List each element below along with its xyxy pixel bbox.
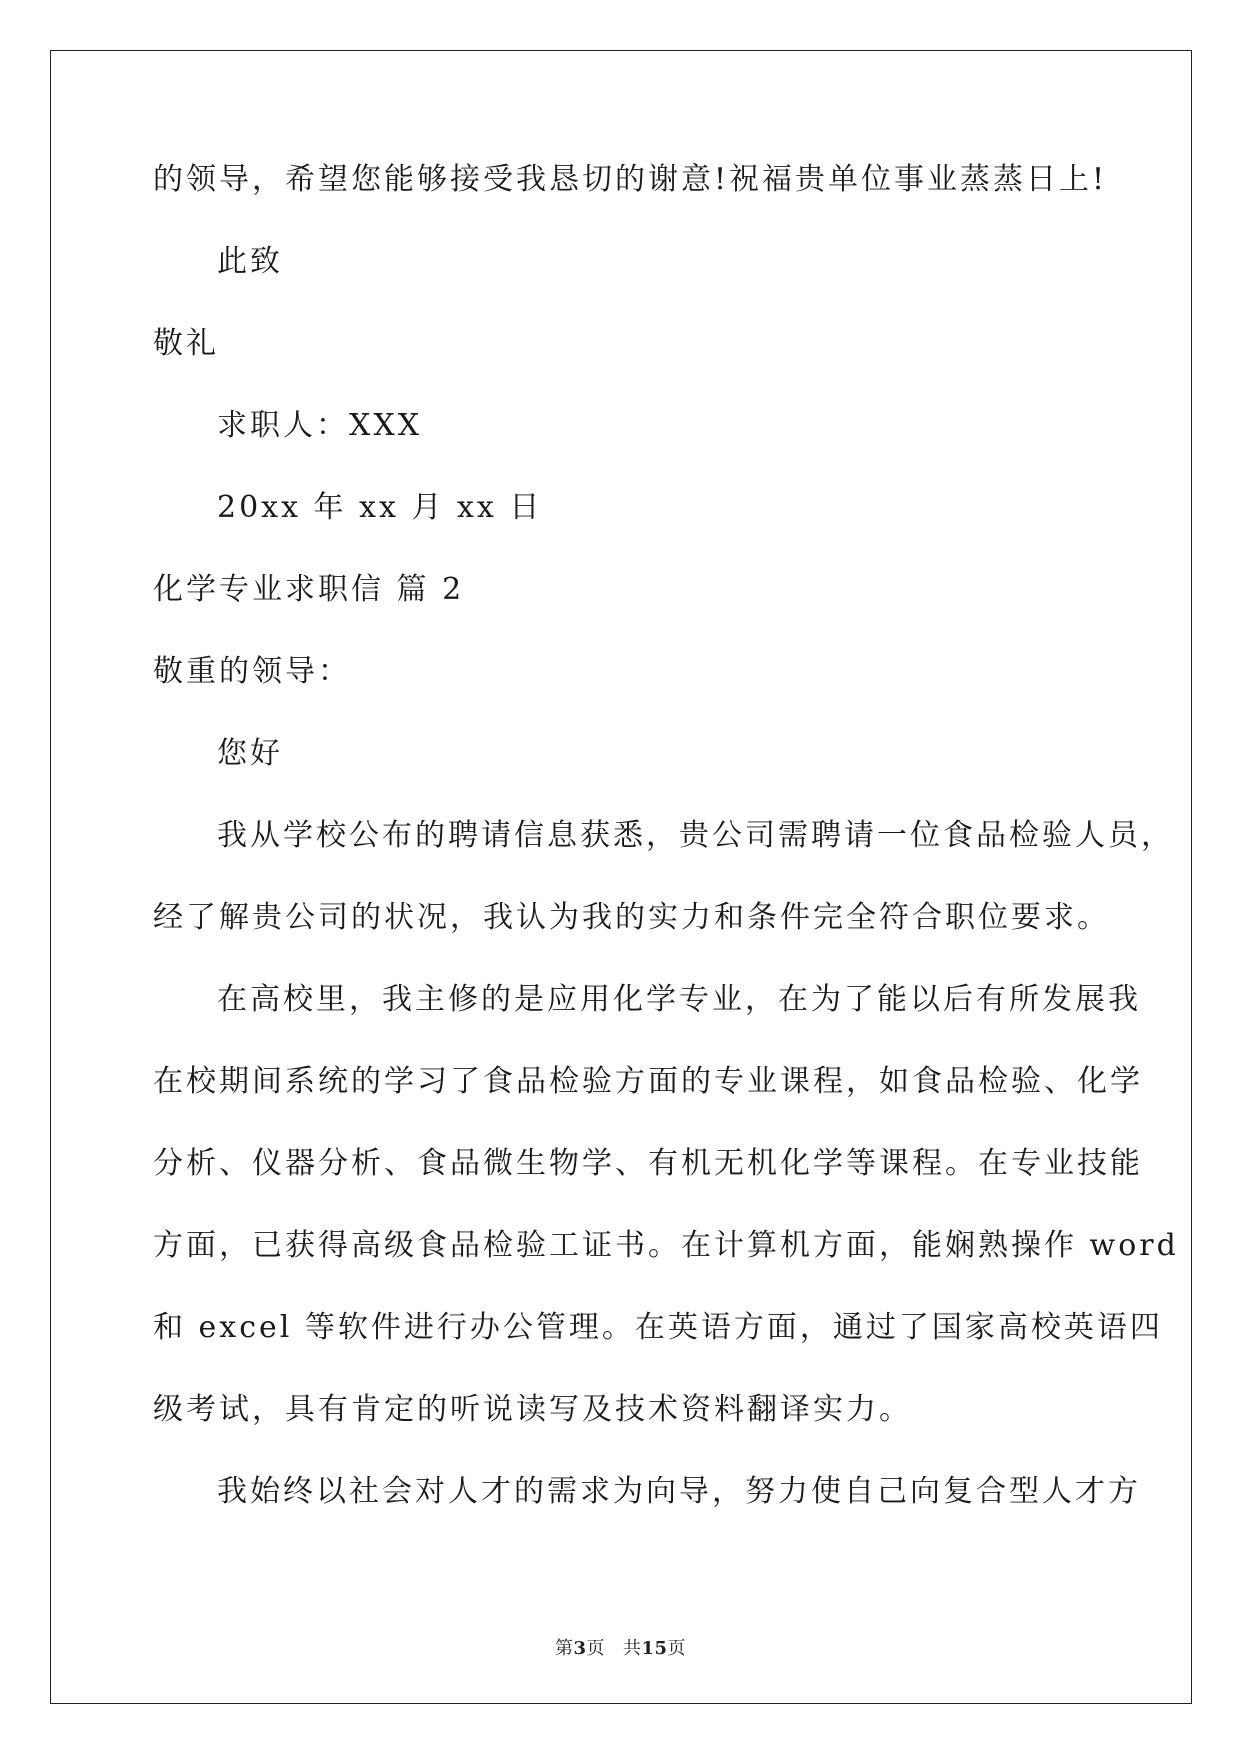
total-prefix: 共 <box>622 1638 642 1659</box>
text-line: 敬礼 <box>153 326 219 361</box>
document-body <box>153 162 1179 1559</box>
text-line: 您好 <box>217 736 283 771</box>
text-line: 经了解贵公司的状况，我认为我的实力和条件完全符合职位要求。 <box>153 900 1110 935</box>
page-footer <box>0 1634 1241 1660</box>
total-pages: 15 <box>641 1638 668 1659</box>
text-line: 我始终以社会对人才的需求为向导，努力使自己向复合型人才方 <box>217 1474 1141 1509</box>
text-line: 方面，已获得高级食品检验工证书。在计算机方面，能娴熟操作 word <box>153 1228 1179 1263</box>
text-line: 我从学校公布的聘请信息获悉，贵公司需聘请一位食品检验人员， <box>217 818 1174 853</box>
page-number: 3 <box>573 1638 587 1659</box>
total-suffix: 页 <box>667 1638 687 1659</box>
text-line: 的领导，希望您能够接受我恳切的谢意!祝福贵单位事业蒸蒸日上! <box>153 162 1108 197</box>
page-suffix: 页 <box>586 1638 605 1659</box>
text-line: 和 excel 等软件进行办公管理。在英语方面，通过了国家高校英语四 <box>153 1310 1163 1345</box>
text-line: 级考试，具有肯定的听说读写及技术资料翻译实力。 <box>153 1392 912 1427</box>
text-line: 敬重的领导： <box>153 654 351 689</box>
text-line: 化学专业求职信 篇 2 <box>153 572 465 607</box>
text-line: 在校期间系统的学习了食品检验方面的专业课程，如食品检验、化学 <box>153 1064 1143 1099</box>
text-line: 求职人：XXX <box>217 408 423 443</box>
text-line: 20xx 年 xx 月 xx 日 <box>217 490 543 525</box>
text-line: 分析、仪器分析、食品微生物学、有机无机化学等课程。在专业技能 <box>153 1146 1143 1181</box>
page-prefix: 第 <box>554 1638 574 1659</box>
text-line: 此致 <box>217 244 283 279</box>
text-line: 在高校里，我主修的是应用化学专业，在为了能以后有所发展我 <box>217 982 1141 1017</box>
